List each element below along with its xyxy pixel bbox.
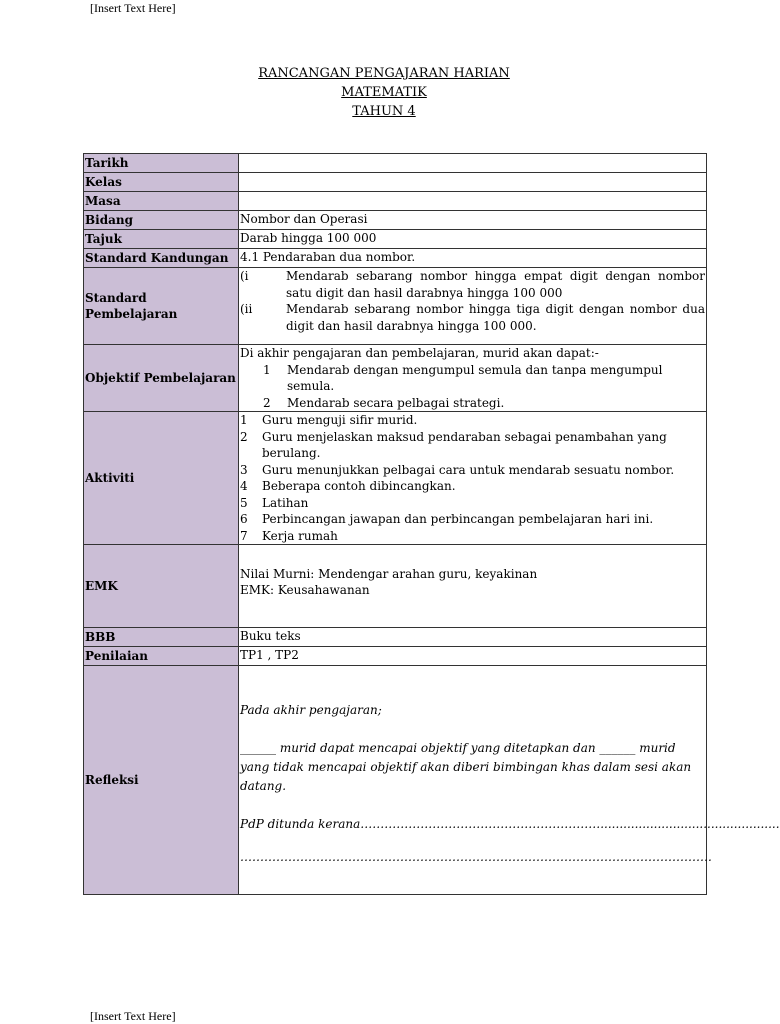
sp-item [240, 301, 705, 334]
label-objektif: Objektif Pembelajaran [84, 345, 239, 412]
value-aktiviti [239, 412, 707, 545]
value-refleksi [239, 666, 780, 895]
aktiviti-item-number: 1 [240, 413, 248, 427]
objektif-item-text: Mendarab dengan mengumpul semula dan tanpa mengumpul semula. [287, 362, 663, 393]
aktiviti-item [240, 462, 705, 479]
aktiviti-item-text: Beberapa contoh dibincangkan. [262, 479, 456, 493]
label-standard-kandungan: Standard Kandungan [84, 249, 239, 268]
value-tajuk: Darab hingga 100 000 [239, 230, 707, 249]
aktiviti-item-number: 7 [240, 528, 248, 543]
title-line-2: MATEMATIK [341, 85, 427, 100]
aktiviti-item-text: Latihan [262, 495, 309, 510]
sp-item-text: Mendarab sebarang nombor hingga tiga digit dengan nombor dua digit dan hasil darabnya hingga 100 000. [286, 302, 705, 333]
value-bidang: Nombor dan Operasi [239, 211, 707, 230]
objektif-item [240, 395, 705, 412]
page-footer: [Insert Text Here] [90, 1009, 176, 1023]
objektif-intro: Di akhir pengajaran dan pembelajaran, murid akan dapat:- [240, 346, 599, 360]
label-bidang: Bidang [84, 211, 239, 230]
aktiviti-item-number: 6 [240, 512, 248, 526]
lesson-plan-table [83, 153, 780, 895]
objektif-item-number: 1 [263, 362, 271, 377]
title-line-1: RANCANGAN PENGAJARAN HARIAN [258, 66, 510, 81]
label-bbb: BBB [84, 628, 239, 647]
sp-item [240, 268, 705, 301]
objektif-item [240, 362, 705, 395]
row-standard-kandungan [84, 249, 707, 268]
page-header: [Insert Text Here] [90, 1, 176, 15]
objektif-item-number: 2 [263, 395, 271, 410]
refleksi-line: ______ murid dapat mencapai objektif yang ditetapkan dan ______ murid yang tidak mencapai objektif akan diberi bimbingan khas dalam sesi akan datang. [240, 741, 692, 793]
aktiviti-item [240, 511, 705, 528]
row-masa [84, 192, 707, 211]
aktiviti-item [240, 478, 705, 495]
label-penilaian: Penilaian [84, 647, 239, 666]
aktiviti-item [240, 429, 705, 462]
row-tarikh [84, 154, 707, 173]
aktiviti-item [240, 495, 705, 512]
objektif-item-text: Mendarab secara pelbagai strategi. [287, 395, 505, 410]
aktiviti-item-text: Guru menguji sifir murid. [262, 413, 418, 427]
sp-item-text: Mendarab sebarang nombor hingga empat digit dengan nombor satu digit dan hasil darabnya hingga 100 000 [286, 269, 705, 300]
emk-line: Nilai Murni: Mendengar arahan guru, keyakinan [240, 566, 538, 581]
aktiviti-item-number: 2 [240, 429, 248, 444]
refleksi-line: PdP ditunda kerana……………………………………………………............................................... [240, 817, 780, 831]
value-standard-kandungan: 4.1 Pendaraban dua nombor. [239, 249, 707, 268]
aktiviti-item-text: Guru menunjukkan pelbagai cara untuk mendarab sesuatu nombor. [262, 462, 675, 477]
aktiviti-item [240, 412, 705, 429]
label-aktiviti: Aktiviti [84, 412, 239, 545]
value-masa[interactable] [239, 192, 707, 211]
label-emk: EMK [84, 545, 239, 628]
row-standard-pembelajaran [84, 268, 707, 345]
row-refleksi [84, 666, 707, 895]
title-line-3: TAHUN 4 [352, 104, 416, 119]
aktiviti-item-text: Guru menjelaskan maksud pendaraban sebagai penambahan yang berulang. [262, 429, 667, 460]
label-refleksi: Refleksi [84, 666, 239, 895]
sp-item-number: (ii [240, 302, 253, 316]
sp-item-number: (i [240, 269, 249, 283]
aktiviti-item [240, 528, 705, 545]
row-tajuk [84, 230, 707, 249]
value-standard-pembelajaran [239, 268, 707, 345]
row-kelas [84, 173, 707, 192]
aktiviti-item-text: Kerja rumah [262, 528, 338, 543]
label-kelas: Kelas [84, 173, 239, 192]
row-emk [84, 545, 707, 628]
row-bbb [84, 628, 707, 647]
value-emk [239, 545, 707, 628]
value-objektif [239, 345, 707, 412]
row-bidang [84, 211, 707, 230]
refleksi-line: Pada akhir pengajaran; [240, 703, 382, 717]
value-kelas[interactable] [239, 173, 707, 192]
value-tarikh[interactable] [239, 154, 707, 173]
emk-line: EMK: Keusahawanan [240, 583, 370, 597]
row-objektif [84, 345, 707, 412]
aktiviti-item-number: 5 [240, 495, 248, 510]
aktiviti-item-number: 3 [240, 462, 248, 477]
label-tarikh: Tarikh [84, 154, 239, 173]
value-penilaian: TP1 , TP2 [239, 647, 707, 666]
aktiviti-item-number: 4 [240, 479, 248, 493]
refleksi-line: ………………………………………………………………………………………………………. [240, 850, 712, 864]
row-penilaian [84, 647, 707, 666]
document-title [0, 64, 768, 121]
label-standard-pembelajaran: Standard Pembelajaran [84, 268, 239, 345]
label-tajuk: Tajuk [84, 230, 239, 249]
label-masa: Masa [84, 192, 239, 211]
row-aktiviti [84, 412, 707, 545]
value-bbb: Buku teks [239, 628, 707, 647]
aktiviti-item-text: Perbincangan jawapan dan perbincangan pembelajaran hari ini. [262, 512, 654, 526]
